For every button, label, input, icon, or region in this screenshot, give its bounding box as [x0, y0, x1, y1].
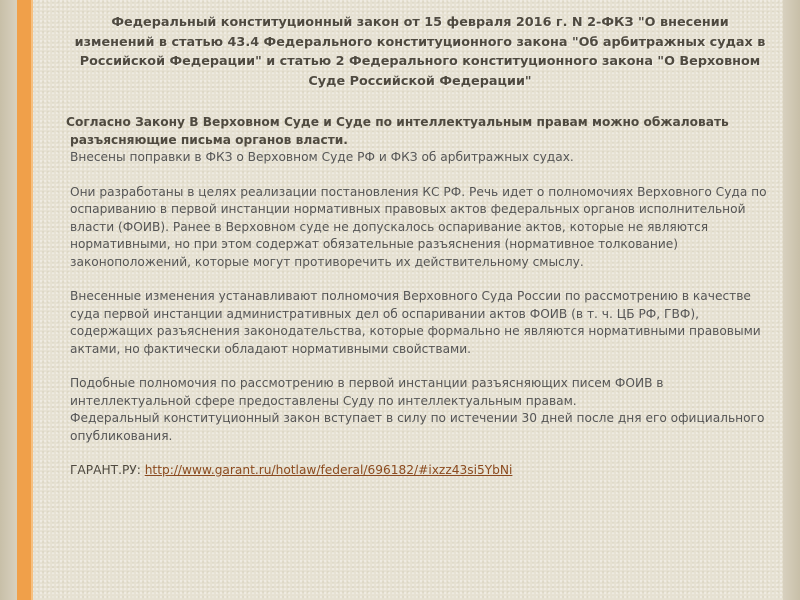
paragraph-purpose: Они разработаны в целях реализации постановления КС РФ. Речь идет о полномочиях Верховного Суда по оспариванию в первой инстанции нормативных правовых актов федеральных органов исполнительной власти (ФОИВ). Ранее в Верховном суде не допускалось оспаривание актов, которые не являются нормативными, но при этом содержат обязательные разъяснения (нормативное толкование) законоположений, которые могут противоречить их действительному смыслу.: [70, 184, 767, 269]
left-accent-line: [31, 0, 33, 600]
paragraph-ip-court: Подобные полномочия по рассмотрению в первой инстанции разъясняющих писем ФОИВ в интеллектуальной сфере предоставлены Суду по интеллектуальным правам.: [70, 376, 664, 408]
paragraph-effective-date: Федеральный конституционный закон вступает в силу по истечении 30 дней после дня его официального опубликования.: [70, 411, 765, 443]
slide-title: Федеральный конституционный закон от 15 февраля 2016 г. N 2-ФКЗ "О внесении изменений в статью 43.4 Федерального конституционного закона "Об арбитражных судах в Российской Федерации" и статью 2 Федерального конституционного закона "О Верховном Суде Российской Федерации": [74, 15, 766, 89]
slide-content: [66, 114, 770, 480]
left-accent-bar: [17, 0, 31, 600]
paragraph-amendments: Внесены поправки в ФКЗ о Верховном Суде РФ и ФКЗ об арбитражных судах.: [70, 150, 574, 164]
left-side-bar: [0, 0, 17, 600]
source-prefix: ГАРАНТ.РУ:: [70, 463, 145, 477]
paragraph-powers: Внесенные изменения устанавливают полномочия Верховного Суда России по рассмотрению в качестве суда первой инстанции административных дел об оспаривании актов ФОИВ (в т. ч. ЦБ РФ, ГВФ), содержащих разъяснения законодательства, которые формально не являются нормативными правовыми актами, но фактически обладают нормативными свойствами.: [70, 289, 761, 356]
right-side-bar: [783, 0, 800, 600]
spacer: [70, 271, 770, 288]
source-link[interactable]: http://www.garant.ru/hotlaw/federal/696182/#ixzz43si5YbNi: [144, 463, 513, 477]
source-line: [70, 462, 770, 480]
lead-paragraph: Согласно Закону В Верховном Суде и Суде по интеллектуальным правам можно обжаловать разъясняющие письма органов власти.: [66, 115, 729, 147]
spacer: [70, 358, 770, 375]
spacer: [70, 167, 770, 184]
spacer: [70, 445, 770, 462]
